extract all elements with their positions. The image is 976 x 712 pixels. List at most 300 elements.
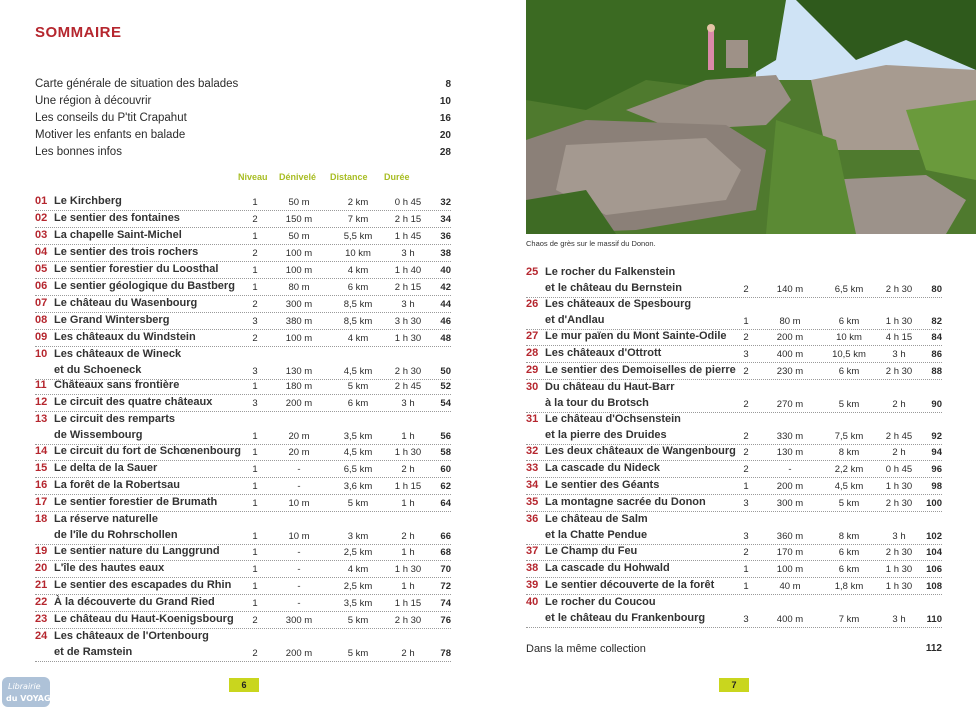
walk-duration: 3 h bbox=[401, 248, 415, 259]
walk-distance: 6 km bbox=[838, 564, 860, 575]
walk-name: Le sentier géologique du Bastberg bbox=[54, 280, 235, 292]
walk-name-line2: et le château du Frankenbourg bbox=[545, 612, 706, 624]
walk-row bbox=[35, 462, 451, 478]
walk-row bbox=[35, 445, 451, 461]
walk-distance: 3 km bbox=[347, 531, 369, 542]
walk-name: Les châteaux de Spesbourg bbox=[545, 298, 692, 310]
walk-level: 1 bbox=[743, 481, 749, 492]
walk-page: 106 bbox=[926, 564, 942, 575]
walk-name: Le rocher du Coucou bbox=[545, 596, 656, 608]
intro-item bbox=[35, 144, 451, 161]
walk-distance: 5 km bbox=[347, 498, 369, 509]
walk-name: Le sentier des escapades du Rhin bbox=[54, 579, 232, 591]
walk-number: 27 bbox=[526, 330, 539, 342]
walk-duration: 1 h 30 bbox=[394, 564, 422, 575]
walk-number: 23 bbox=[35, 613, 48, 625]
walk-distance: 8 km bbox=[838, 531, 860, 542]
walk-page: 78 bbox=[440, 648, 451, 659]
walk-page: 42 bbox=[440, 282, 451, 293]
walk-row bbox=[35, 613, 451, 629]
walk-distance: 3,5 km bbox=[343, 431, 373, 442]
walk-level: 3 bbox=[252, 316, 258, 327]
walk-page: 46 bbox=[440, 316, 451, 327]
walk-row bbox=[35, 545, 451, 561]
walk-number: 08 bbox=[35, 314, 48, 326]
walk-distance: 6 km bbox=[838, 316, 860, 327]
walk-elevation: 100 m bbox=[285, 333, 313, 344]
walk-page: 64 bbox=[440, 498, 451, 509]
walk-page: 108 bbox=[926, 581, 942, 592]
walk-row bbox=[526, 579, 942, 595]
walk-name: Le sentier forestier du Loosthal bbox=[54, 263, 219, 275]
intro-item-page: 20 bbox=[439, 130, 451, 141]
walk-duration: 1 h 30 bbox=[885, 564, 913, 575]
walk-duration: 1 h 30 bbox=[885, 581, 913, 592]
walk-number: 26 bbox=[526, 298, 539, 310]
walk-row bbox=[35, 396, 451, 412]
walk-level: 3 bbox=[252, 398, 258, 409]
walk-duration: 1 h 30 bbox=[885, 316, 913, 327]
walk-duration: 1 h bbox=[401, 547, 415, 558]
walk-duration: 1 h 30 bbox=[885, 481, 913, 492]
walk-number: 02 bbox=[35, 212, 48, 224]
collection-label: Dans la même collection bbox=[526, 643, 646, 655]
walk-number: 28 bbox=[526, 347, 539, 359]
walk-level: 1 bbox=[252, 265, 258, 276]
walk-duration: 0 h 45 bbox=[885, 464, 913, 475]
walk-distance: 10 km bbox=[345, 248, 371, 259]
intro-item-page: 8 bbox=[445, 79, 451, 90]
walk-level: 1 bbox=[252, 581, 258, 592]
walk-row bbox=[35, 229, 451, 245]
walk-distance: 5,5 km bbox=[343, 231, 373, 242]
walk-name: Le circuit des remparts bbox=[54, 413, 176, 425]
walk-name: Les châteaux du Windstein bbox=[54, 331, 196, 343]
walk-duration: 1 h 45 bbox=[394, 231, 422, 242]
intro-item bbox=[35, 110, 451, 127]
walk-name: L'île des hautes eaux bbox=[54, 562, 165, 574]
walk-duration: 1 h 15 bbox=[394, 598, 422, 609]
walk-name: Le sentier des Demoiselles de pierre bbox=[545, 364, 736, 376]
walk-number: 34 bbox=[526, 479, 539, 491]
walk-distance: 6 km bbox=[838, 366, 860, 377]
walk-level: 1 bbox=[252, 481, 258, 492]
walk-page: 58 bbox=[440, 447, 451, 458]
walk-elevation: 300 m bbox=[285, 615, 313, 626]
walk-number: 10 bbox=[35, 348, 48, 360]
walk-page: 100 bbox=[926, 498, 942, 509]
walk-distance: 6,5 km bbox=[343, 464, 373, 475]
walk-duration: 2 h 30 bbox=[885, 498, 913, 509]
walk-distance: 8,5 km bbox=[343, 316, 373, 327]
walk-number: 14 bbox=[35, 445, 48, 457]
walk-elevation: 270 m bbox=[776, 399, 804, 410]
walk-name: Le Champ du Feu bbox=[545, 545, 638, 557]
walk-duration: 2 h 30 bbox=[885, 547, 913, 558]
walk-distance: 5 km bbox=[347, 615, 369, 626]
walk-number: 09 bbox=[35, 331, 48, 343]
walk-elevation: 10 m bbox=[288, 498, 310, 509]
walk-elevation: 80 m bbox=[288, 282, 310, 293]
walk-row bbox=[35, 513, 451, 545]
walk-name: Le château du Haut-Koenigsbourg bbox=[54, 613, 234, 625]
walk-number: 07 bbox=[35, 297, 48, 309]
walk-row bbox=[526, 462, 942, 478]
walk-page: 72 bbox=[440, 581, 451, 592]
walk-number: 25 bbox=[526, 266, 539, 278]
walk-row bbox=[35, 596, 451, 612]
walk-name: Le sentier découverte de la forêt bbox=[545, 579, 715, 591]
intro-item-page: 28 bbox=[439, 147, 451, 158]
walk-name-line2: et du Schoeneck bbox=[54, 364, 142, 376]
page-number-left: 6 bbox=[229, 678, 259, 692]
walk-level: 1 bbox=[252, 197, 258, 208]
walk-page: 82 bbox=[931, 316, 942, 327]
walk-name: Le circuit du fort de Schœnenbourg bbox=[54, 445, 241, 457]
walk-level: 2 bbox=[743, 332, 749, 343]
walk-name: Le Grand Wintersberg bbox=[54, 314, 170, 326]
intro-item-label: Motiver les enfants en balade bbox=[35, 129, 186, 141]
walk-row bbox=[35, 579, 451, 595]
walk-level: 2 bbox=[252, 648, 258, 659]
walk-row bbox=[526, 596, 942, 628]
walk-level: 1 bbox=[252, 564, 258, 575]
walk-number: 32 bbox=[526, 445, 539, 457]
walk-row bbox=[35, 413, 451, 445]
column-header-level: Niveau bbox=[238, 172, 268, 182]
walk-duration: 2 h 30 bbox=[394, 615, 422, 626]
walk-name: Le delta de la Sauer bbox=[54, 462, 158, 474]
walk-duration: 2 h 30 bbox=[885, 366, 913, 377]
walk-page: 38 bbox=[440, 248, 451, 259]
walk-name: Le mur païen du Mont Sainte-Odile bbox=[545, 330, 727, 342]
walk-page: 60 bbox=[440, 464, 451, 475]
page-number-right: 7 bbox=[719, 678, 749, 692]
walk-duration: 1 h 15 bbox=[394, 481, 422, 492]
walk-name: Le sentier des Géants bbox=[545, 479, 660, 491]
intro-item-label: Une région à découvrir bbox=[35, 95, 152, 107]
walk-row bbox=[526, 364, 942, 380]
walk-page: 48 bbox=[440, 333, 451, 344]
walk-name: La réserve naturelle bbox=[54, 513, 158, 525]
walk-distance: 5 km bbox=[347, 381, 369, 392]
column-header-distance: Distance bbox=[330, 172, 368, 182]
walk-elevation: 20 m bbox=[288, 431, 310, 442]
walk-row bbox=[526, 381, 942, 413]
walk-number: 01 bbox=[35, 195, 48, 207]
photo-caption: Chaos de grès sur le massif du Donon. bbox=[526, 239, 656, 248]
walk-distance: 2,5 km bbox=[343, 547, 373, 558]
walk-number: 04 bbox=[35, 246, 48, 258]
walk-name-line2: de Wissembourg bbox=[54, 429, 143, 441]
walk-elevation: 400 m bbox=[776, 349, 804, 360]
walk-elevation: 300 m bbox=[285, 299, 313, 310]
walk-level: 3 bbox=[743, 498, 749, 509]
walk-level: 1 bbox=[252, 431, 258, 442]
walk-level: 2 bbox=[252, 214, 258, 225]
walk-page: 84 bbox=[931, 332, 942, 343]
walk-page: 50 bbox=[440, 366, 451, 377]
svg-text:Librairie: Librairie bbox=[8, 682, 41, 691]
walk-page: 102 bbox=[926, 531, 942, 542]
walk-level: 2 bbox=[252, 615, 258, 626]
walk-page: 96 bbox=[931, 464, 942, 475]
walk-name: Le sentier des fontaines bbox=[54, 212, 180, 224]
walk-page: 88 bbox=[931, 366, 942, 377]
walk-distance: 2,5 km bbox=[343, 581, 373, 592]
walk-elevation: 140 m bbox=[776, 284, 804, 295]
walk-name: Le rocher du Falkenstein bbox=[545, 266, 676, 278]
walk-level: 3 bbox=[743, 614, 749, 625]
walk-elevation: - bbox=[297, 564, 301, 575]
walk-level: 1 bbox=[743, 316, 749, 327]
walk-page: 52 bbox=[440, 381, 451, 392]
walk-number: 29 bbox=[526, 364, 539, 376]
walk-elevation: 40 m bbox=[779, 581, 801, 592]
walk-distance: 8,5 km bbox=[343, 299, 373, 310]
walk-page: 56 bbox=[440, 431, 451, 442]
walk-duration: 1 h 30 bbox=[394, 447, 422, 458]
intro-item bbox=[35, 76, 451, 93]
walk-number: 38 bbox=[526, 562, 539, 574]
walk-level: 1 bbox=[252, 531, 258, 542]
walk-number: 33 bbox=[526, 462, 539, 474]
walk-elevation: 130 m bbox=[776, 447, 804, 458]
walk-distance: 4 km bbox=[347, 564, 369, 575]
walk-row bbox=[526, 347, 942, 363]
walk-elevation: 20 m bbox=[288, 447, 310, 458]
walk-page: 32 bbox=[440, 197, 451, 208]
bookstore-logo bbox=[2, 677, 57, 707]
walk-number: 11 bbox=[35, 379, 47, 391]
walk-level: 2 bbox=[743, 366, 749, 377]
walk-elevation: - bbox=[297, 547, 301, 558]
walk-level: 2 bbox=[743, 547, 749, 558]
walk-row bbox=[35, 280, 451, 296]
walk-number: 13 bbox=[35, 413, 48, 425]
walk-distance: 4,5 km bbox=[343, 366, 373, 377]
walk-distance: 6 km bbox=[838, 547, 860, 558]
walk-distance: 10,5 km bbox=[832, 349, 866, 360]
walk-elevation: 200 m bbox=[285, 648, 313, 659]
walk-duration: 2 h 30 bbox=[885, 284, 913, 295]
walk-number: 12 bbox=[35, 396, 48, 408]
walk-page: 62 bbox=[440, 481, 451, 492]
walk-elevation: 100 m bbox=[776, 564, 804, 575]
walk-elevation: 200 m bbox=[776, 481, 804, 492]
walk-row bbox=[35, 212, 451, 228]
walk-page: 86 bbox=[931, 349, 942, 360]
walk-distance: 8 km bbox=[838, 447, 860, 458]
walk-distance: 4,5 km bbox=[343, 447, 373, 458]
intro-item bbox=[35, 93, 451, 110]
walk-row bbox=[35, 479, 451, 495]
walk-name: La forêt de la Robertsau bbox=[54, 479, 180, 491]
walk-duration: 2 h 45 bbox=[394, 381, 422, 392]
walk-row bbox=[35, 630, 451, 662]
walk-name: Les châteaux de l'Ortenbourg bbox=[54, 630, 209, 642]
walk-elevation: 50 m bbox=[288, 197, 310, 208]
walk-name: La cascade du Nideck bbox=[545, 462, 660, 474]
walk-distance: 3,5 km bbox=[343, 598, 373, 609]
walk-distance: 1,8 km bbox=[834, 581, 864, 592]
walk-distance: 6 km bbox=[347, 282, 369, 293]
walk-row bbox=[35, 562, 451, 578]
walk-elevation: - bbox=[788, 464, 792, 475]
walk-level: 1 bbox=[252, 447, 258, 458]
walk-duration: 1 h 40 bbox=[394, 265, 422, 276]
walk-duration: 2 h bbox=[401, 648, 415, 659]
walk-name-line2: et la pierre des Druides bbox=[545, 429, 667, 441]
walk-duration: 2 h bbox=[892, 399, 906, 410]
walk-duration: 3 h bbox=[892, 614, 906, 625]
walk-level: 1 bbox=[252, 498, 258, 509]
intro-item-page: 10 bbox=[439, 96, 451, 107]
walk-level: 1 bbox=[252, 231, 258, 242]
walk-row bbox=[35, 263, 451, 279]
walk-elevation: 300 m bbox=[776, 498, 804, 509]
walk-name: Les deux châteaux de Wangenbourg bbox=[545, 445, 736, 457]
intro-item-label: Les conseils du P'tit Crapahut bbox=[35, 112, 187, 124]
walk-level: 2 bbox=[743, 464, 749, 475]
walk-duration: 1 h 30 bbox=[394, 333, 422, 344]
walk-page: 92 bbox=[931, 431, 942, 442]
walk-duration: 3 h 30 bbox=[394, 316, 422, 327]
column-header-elevation: Dénivelé bbox=[279, 172, 317, 182]
walk-row bbox=[526, 513, 942, 545]
walk-elevation: 100 m bbox=[285, 265, 313, 276]
walk-duration: 3 h bbox=[892, 531, 906, 542]
walk-row bbox=[35, 195, 451, 211]
walk-level: 2 bbox=[743, 284, 749, 295]
walk-duration: 2 h 15 bbox=[394, 214, 422, 225]
walk-elevation: 360 m bbox=[776, 531, 804, 542]
walk-level: 3 bbox=[743, 531, 749, 542]
walk-duration: 1 h bbox=[401, 431, 415, 442]
walk-row bbox=[35, 348, 451, 380]
page-title: SOMMAIRE bbox=[35, 24, 122, 41]
walk-elevation: 170 m bbox=[776, 547, 804, 558]
walk-row bbox=[526, 298, 942, 330]
intro-item-label: Carte générale de situation des balades bbox=[35, 78, 239, 90]
walk-page: 90 bbox=[931, 399, 942, 410]
column-header-duration: Durée bbox=[384, 172, 410, 182]
walk-elevation: - bbox=[297, 464, 301, 475]
walk-distance: 4 km bbox=[347, 333, 369, 344]
walk-name-line2: et la Chatte Pendue bbox=[545, 529, 648, 541]
walk-level: 2 bbox=[252, 333, 258, 344]
walk-row bbox=[526, 496, 942, 512]
walk-level: 2 bbox=[743, 431, 749, 442]
walk-page: 74 bbox=[440, 598, 451, 609]
collection-row bbox=[526, 643, 942, 659]
walk-number: 20 bbox=[35, 562, 48, 574]
walk-level: 3 bbox=[252, 366, 258, 377]
walk-name: Châteaux sans frontière bbox=[54, 379, 180, 391]
walk-duration: 2 h bbox=[892, 447, 906, 458]
walk-distance: 2 km bbox=[347, 197, 369, 208]
walk-page: 70 bbox=[440, 564, 451, 575]
walk-name: Les châteaux de Wineck bbox=[54, 348, 182, 360]
walk-name: Le Kirchberg bbox=[54, 195, 122, 207]
intro-item bbox=[35, 127, 451, 144]
walk-level: 3 bbox=[743, 349, 749, 360]
walk-level: 2 bbox=[252, 299, 258, 310]
walk-number: 35 bbox=[526, 496, 539, 508]
walk-elevation: 380 m bbox=[285, 316, 313, 327]
walk-elevation: - bbox=[297, 481, 301, 492]
walk-name: Le château du Wasenbourg bbox=[54, 297, 198, 309]
walk-level: 2 bbox=[743, 399, 749, 410]
collection-page: 112 bbox=[925, 643, 942, 654]
walk-number: 06 bbox=[35, 280, 48, 292]
walk-name: Les châteaux d'Ottrott bbox=[545, 347, 662, 359]
walk-page: 76 bbox=[440, 615, 451, 626]
walk-name: Le château de Salm bbox=[545, 513, 648, 525]
walk-level: 2 bbox=[252, 248, 258, 259]
walk-number: 21 bbox=[35, 579, 48, 591]
svg-text:du VOYAGE: du VOYAGE bbox=[6, 694, 57, 703]
walk-elevation: 200 m bbox=[776, 332, 804, 343]
walk-row bbox=[526, 413, 942, 445]
walk-distance: 7 km bbox=[347, 214, 369, 225]
walk-name-line2: et de Ramstein bbox=[54, 646, 133, 658]
walk-duration: 3 h bbox=[892, 349, 906, 360]
walk-level: 1 bbox=[252, 598, 258, 609]
walk-elevation: 180 m bbox=[285, 381, 313, 392]
walk-name-line2: et d'Andlau bbox=[545, 314, 605, 326]
landscape-photo bbox=[526, 0, 976, 234]
walk-name: À la découverte du Grand Ried bbox=[54, 596, 215, 608]
walk-page: 34 bbox=[440, 214, 451, 225]
walk-distance: 4 km bbox=[347, 265, 369, 276]
walk-row bbox=[35, 246, 451, 262]
walk-level: 1 bbox=[252, 464, 258, 475]
walk-name: Le sentier nature du Langgrund bbox=[54, 545, 220, 557]
walk-duration: 0 h 45 bbox=[394, 197, 422, 208]
walk-distance: 5 km bbox=[838, 399, 860, 410]
walk-page: 66 bbox=[440, 531, 451, 542]
walk-level: 1 bbox=[743, 564, 749, 575]
walk-distance: 2,2 km bbox=[834, 464, 864, 475]
walk-row bbox=[526, 562, 942, 578]
walk-page: 98 bbox=[931, 481, 942, 492]
walk-number: 37 bbox=[526, 545, 539, 557]
walk-elevation: 130 m bbox=[285, 366, 313, 377]
walk-number: 39 bbox=[526, 579, 539, 591]
intro-item-page: 16 bbox=[439, 113, 451, 124]
walk-number: 22 bbox=[35, 596, 48, 608]
walk-elevation: 80 m bbox=[779, 316, 801, 327]
walk-distance: 5 km bbox=[838, 498, 860, 509]
walk-name: La montagne sacrée du Donon bbox=[545, 496, 706, 508]
walk-page: 44 bbox=[440, 299, 451, 310]
walk-elevation: 100 m bbox=[285, 248, 313, 259]
walk-row bbox=[526, 330, 942, 346]
walk-duration: 3 h bbox=[401, 299, 415, 310]
walk-elevation: - bbox=[297, 581, 301, 592]
walk-elevation: 10 m bbox=[288, 531, 310, 542]
walk-number: 19 bbox=[35, 545, 48, 557]
walk-name: Du château du Haut-Barr bbox=[545, 381, 675, 393]
walk-name: Le sentier forestier de Brumath bbox=[54, 496, 218, 508]
walk-level: 2 bbox=[743, 447, 749, 458]
walk-duration: 4 h 15 bbox=[885, 332, 913, 343]
walk-row bbox=[526, 545, 942, 561]
walk-number: 31 bbox=[526, 413, 539, 425]
walk-elevation: 200 m bbox=[285, 398, 313, 409]
walk-level: 1 bbox=[743, 581, 749, 592]
